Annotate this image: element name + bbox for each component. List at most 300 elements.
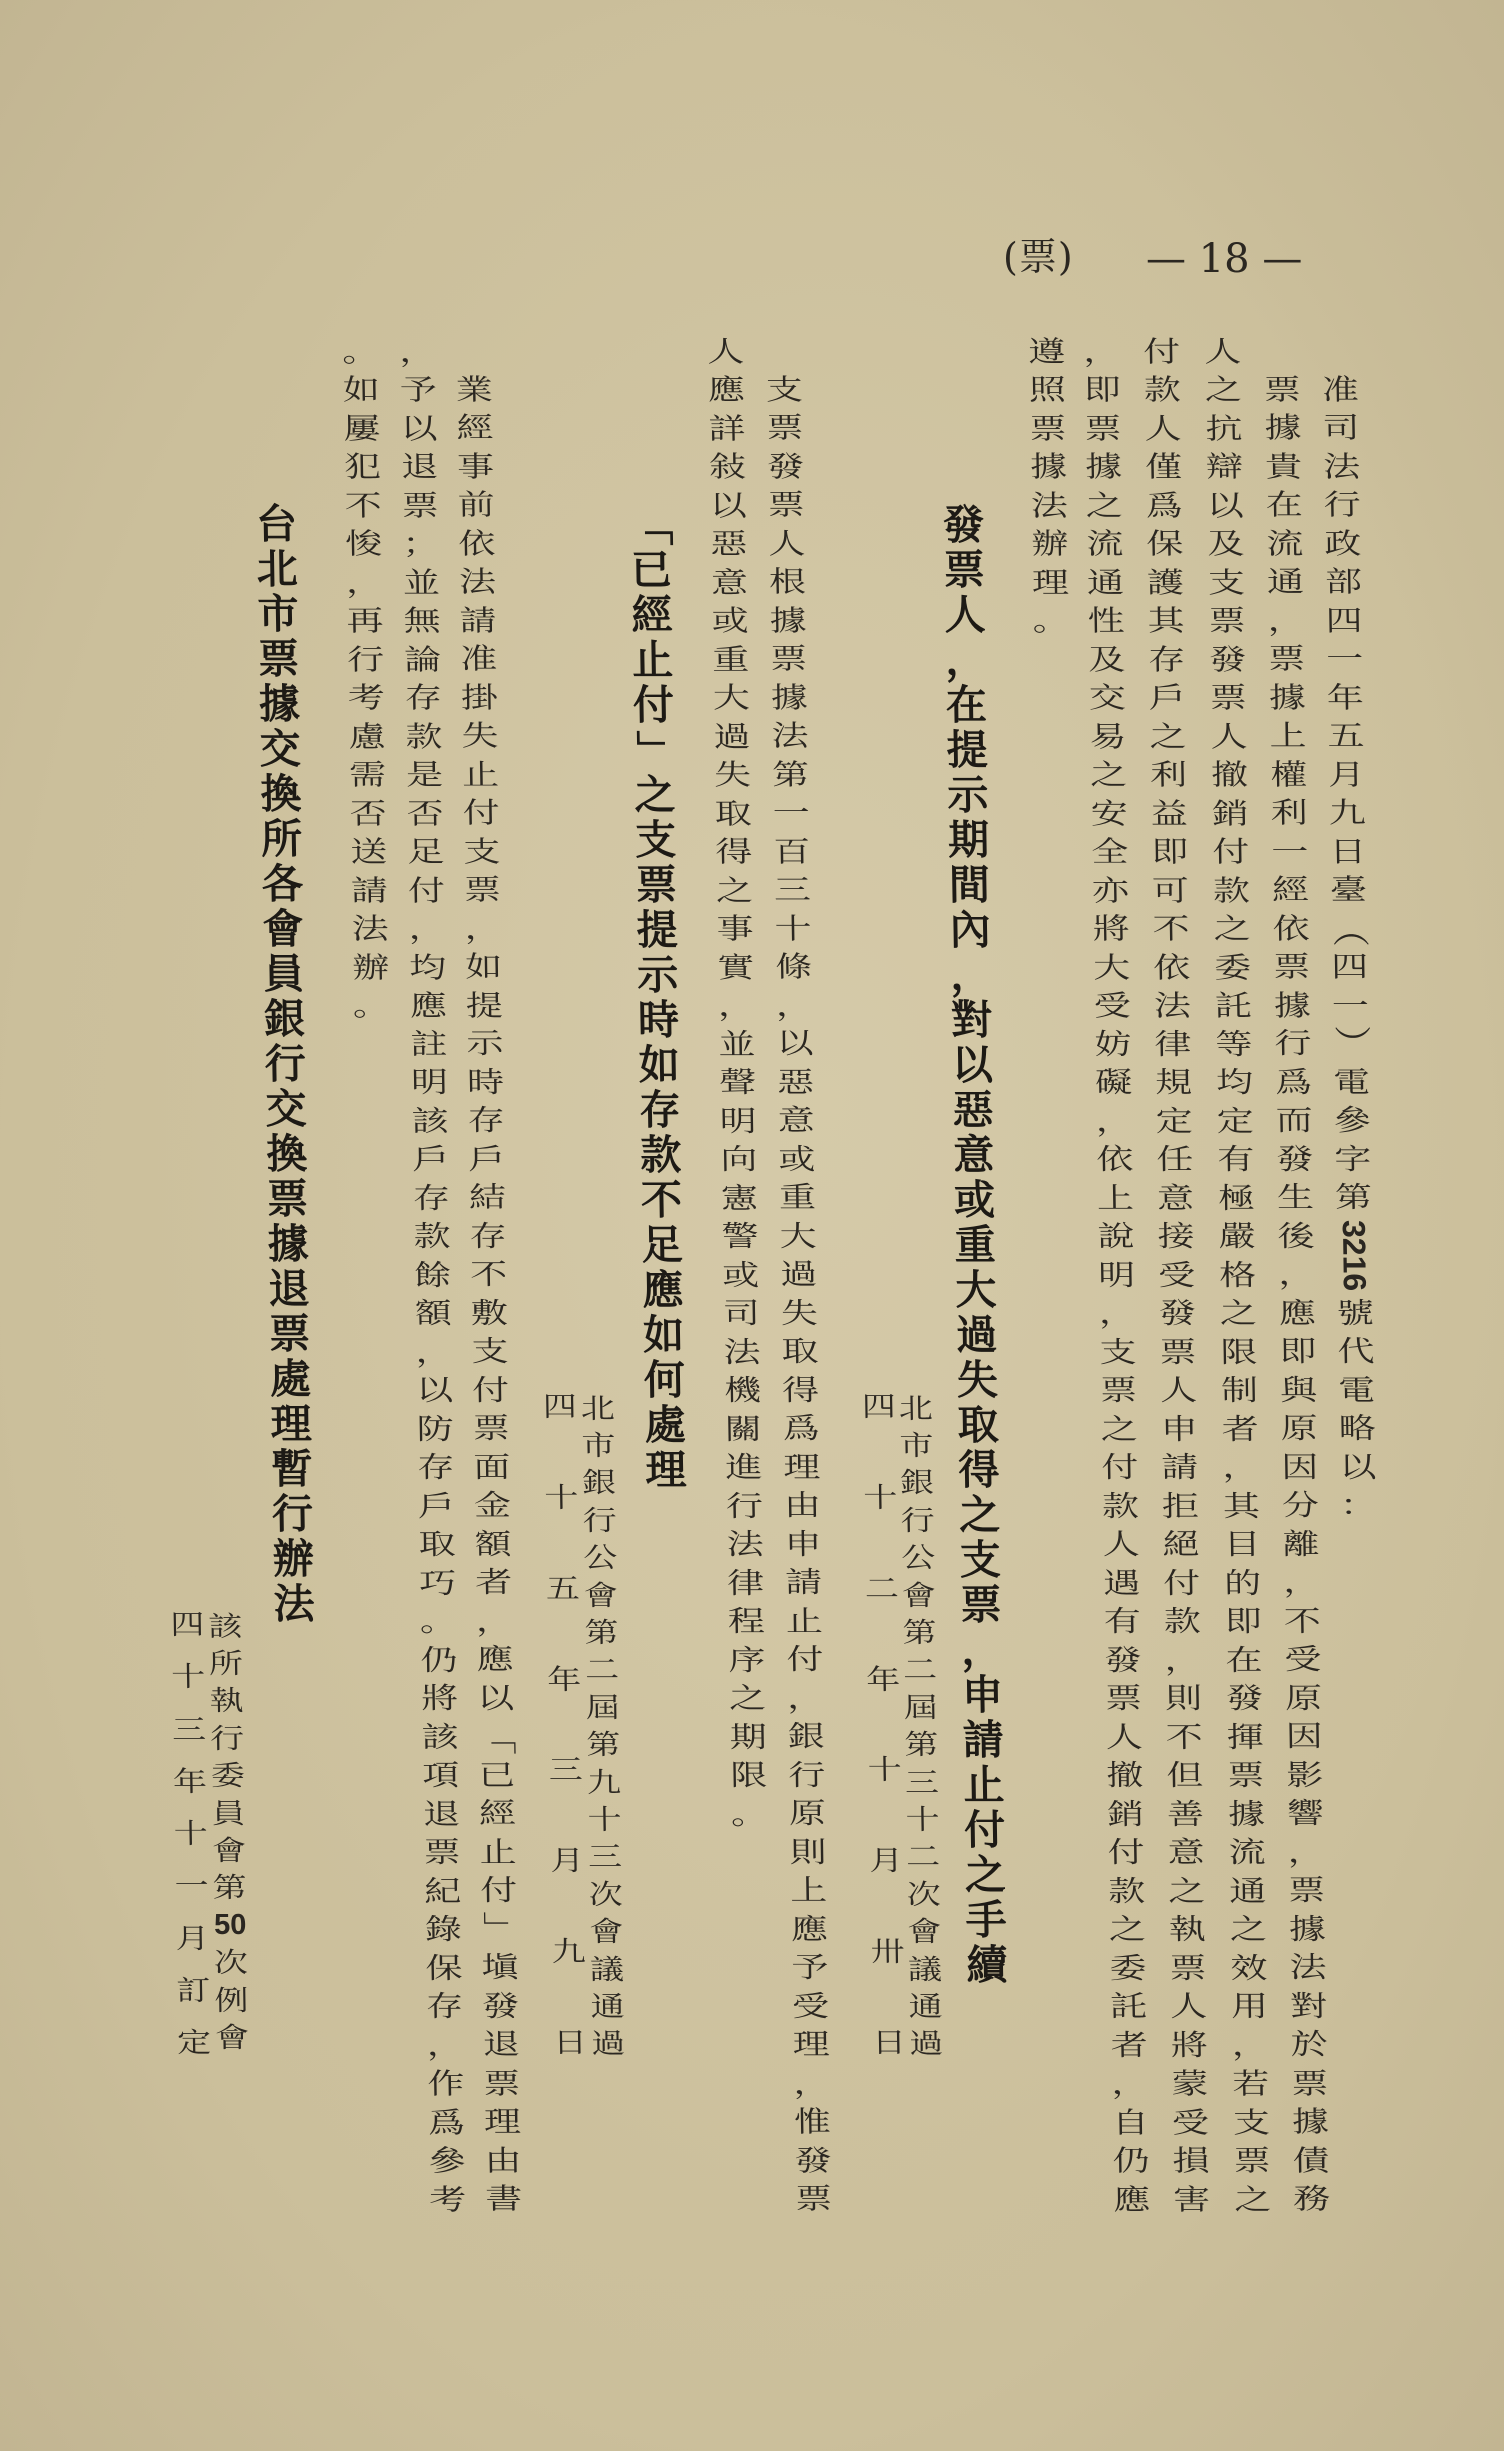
glyph-cell: 發 (794, 2143, 832, 2178)
glyph-cell: 明 (719, 1104, 757, 1139)
glyph-cell: 效 (1230, 1951, 1268, 1986)
glyph-cell: 將 (1170, 2028, 1208, 2063)
glyph-cell: 根 (768, 564, 807, 599)
glyph-cell: 付 (786, 1642, 824, 1677)
glyph-cell: 辦 (272, 1535, 315, 1583)
glyph-cell: 不 (640, 1176, 683, 1224)
glyph-cell: 以 (415, 1373, 454, 1408)
glyph-cell: 四 (542, 1390, 578, 1424)
glyph-cell: 二 (864, 1572, 900, 1606)
glyph-cell: 得 (957, 1446, 1000, 1494)
glyph-cell: ， (464, 911, 502, 946)
glyph-cell: 發 (1225, 1681, 1264, 1716)
glyph-cell: 託 (1214, 988, 1253, 1023)
glyph-cell: 僅 (1144, 449, 1183, 484)
glyph-cell: 二 (902, 1654, 938, 1687)
glyph-cell: 予 (399, 372, 438, 407)
glyph-cell: 護 (1146, 565, 1185, 600)
glyph-cell: 予 (791, 1950, 829, 1985)
glyph-cell: 十 (905, 1803, 940, 1837)
glyph-cell: 人 (1210, 719, 1248, 754)
glyph-cell: 者 (1221, 1412, 1259, 1447)
glyph-cell: 對 (950, 996, 993, 1044)
glyph-cell: 詳 (708, 411, 746, 446)
glyph-cell: 十 (170, 1660, 206, 1694)
glyph-cell: 第 (586, 1728, 621, 1762)
glyph-cell: 律 (726, 1566, 765, 1601)
glyph-cell: 格 (1218, 1258, 1257, 1293)
glyph-cell: 通 (590, 1990, 625, 2024)
glyph-cell: 有 (1217, 1142, 1255, 1177)
glyph-cell: 明 (410, 1065, 449, 1100)
glyph-cell: 銀 (263, 995, 306, 1043)
glyph-cell: 取 (781, 1334, 819, 1369)
glyph-cell: 已 (630, 546, 673, 594)
glyph-cell: 臺 (1329, 872, 1368, 907)
glyph-cell: 並 (718, 1027, 756, 1062)
glyph-cell: 付 (1107, 1835, 1145, 1870)
glyph-cell: 用 (1230, 1989, 1269, 2024)
glyph-cell: 作 (427, 2066, 465, 2101)
glyph-cell: 支 (1207, 565, 1246, 600)
glyph-cell: 票 (1272, 949, 1311, 984)
glyph-cell: 行 (264, 1040, 307, 1088)
glyph-cell: 嚴 (1218, 1219, 1256, 1254)
glyph-cell: 第 (904, 1728, 939, 1762)
glyph-cell: 。 (419, 1604, 458, 1639)
glyph-cell: 付 (462, 795, 500, 830)
glyph-cell: 取 (957, 1401, 1000, 1449)
citation-line (1316, 370, 1383, 1525)
glyph-cell: 撤 (1210, 757, 1249, 792)
glyph-cell: 錄 (424, 1912, 463, 1947)
glyph-cell: 惡 (710, 526, 748, 561)
glyph-cell: 間 (948, 861, 991, 909)
glyph-cell: 權 (1269, 757, 1308, 792)
glyph-cell: 依 (1096, 1142, 1134, 1177)
glyph-cell: 之 (1229, 1912, 1268, 1947)
glyph-cell: 否 (349, 796, 387, 831)
glyph-cell: 通 (1228, 1874, 1267, 1909)
glyph-cell: 與 (1279, 1373, 1318, 1408)
glyph-cell: 該 (411, 1104, 449, 1139)
glyph-cell: 以 (476, 1681, 515, 1716)
glyph-cell: 蒙 (1171, 2066, 1209, 2101)
glyph-cell: 時 (466, 1065, 505, 1100)
glyph-cell: 過 (779, 1257, 818, 1292)
glyph-cell: 程 (727, 1604, 766, 1639)
glyph-cell: 人 (1159, 1373, 1198, 1408)
glyph-cell: 將 (420, 1681, 459, 1716)
glyph-cell: 法 (458, 564, 497, 599)
glyph-cell: 通 (908, 1990, 943, 2024)
glyph-cell: 款 (1212, 873, 1251, 908)
glyph-cell: 之 (1149, 719, 1187, 754)
glyph-cell: 人 (768, 526, 806, 561)
glyph-cell: 所 (260, 815, 303, 863)
glyph-cell: 受 (1093, 988, 1132, 1023)
glyph-cell: 惟 (793, 2104, 832, 2139)
glyph-cell: 失 (956, 1356, 999, 1404)
glyph-cell: 略 (1338, 1412, 1376, 1446)
glyph-cell: 原 (1284, 1681, 1323, 1716)
glyph-cell: 說 (1097, 1219, 1135, 1254)
glyph-cell: 規 (1154, 1065, 1193, 1100)
glyph-cell: 即 (1279, 1334, 1317, 1369)
glyph-cell: 所 (208, 1647, 244, 1681)
glyph-cell: 悛 (345, 526, 383, 561)
glyph-cell: 票 (1233, 2143, 1271, 2178)
glyph-cell: 及 (1207, 526, 1245, 561)
glyph-cell: 支 (463, 834, 501, 869)
glyph-cell: 年 (546, 1663, 582, 1696)
glyph-cell: 額 (414, 1296, 453, 1331)
glyph-cell: 據 (267, 1220, 310, 1268)
glyph-cell: 損 (1172, 2143, 1210, 2178)
glyph-cell: 註 (410, 1027, 448, 1062)
glyph-cell: 之 (715, 873, 754, 908)
glyph-cell: 票 (1159, 1335, 1197, 1370)
glyph-cell: 以 (951, 1041, 994, 1089)
glyph-cell: 於 (1290, 2027, 1328, 2062)
glyph-cell: 若 (1232, 2066, 1270, 2101)
glyph-cell: 應 (707, 372, 746, 407)
glyph-cell: 訂 (176, 1974, 211, 2008)
glyph-cell: 據 (1273, 988, 1312, 1023)
glyph-cell: 處 (644, 1401, 687, 1449)
glyph-cell: 委 (1109, 1951, 1147, 1986)
glyph-cell: 期 (729, 1720, 767, 1755)
glyph-cell: 止 (631, 636, 674, 684)
glyph-cell: 處 (269, 1355, 312, 1403)
glyph-cell: 應 (790, 1912, 829, 1947)
glyph-cell: 第 (212, 1872, 247, 1905)
glyph-cell: 票 (1104, 1681, 1143, 1716)
glyph-cell: 受 (1157, 1258, 1196, 1293)
glyph-cell: 第 (584, 1616, 619, 1650)
glyph-cell: 三 (904, 1766, 940, 1799)
glyph-cell: 議 (907, 1953, 943, 1986)
section-tag: (票) (1003, 235, 1074, 279)
glyph-cell: 票 (943, 546, 986, 594)
glyph-cell: 司 (722, 1296, 761, 1331)
document-title (252, 502, 318, 1627)
glyph-cell: 爲 (427, 2105, 466, 2140)
glyph-cell: 法 (1153, 988, 1192, 1023)
glyph-cell: 或 (778, 1142, 816, 1177)
glyph-cell: 存 (417, 1450, 455, 1485)
glyph-cell: 過 (908, 2027, 944, 2061)
glyph-cell: 離 (1282, 1527, 1320, 1562)
glyph-cell: 上 (1269, 718, 1307, 753)
glyph-cell: 發 (1104, 1643, 1142, 1678)
glyph-cell: 接 (1157, 1219, 1195, 1254)
glyph-cell: 屆 (903, 1691, 938, 1725)
glyph-cell: 票 (266, 1175, 309, 1223)
glyph-cell: 流 (1086, 526, 1124, 561)
glyph-cell: 准 (1321, 372, 1360, 407)
glyph-cell: 台 (255, 500, 298, 548)
glyph-cell: 行 (209, 1722, 245, 1756)
glyph-cell: 貴 (1264, 449, 1303, 484)
glyph-cell: 人 (1169, 1989, 1208, 2024)
glyph-cell: 取 (714, 796, 752, 831)
glyph-cell: 票 (1263, 372, 1302, 407)
glyph-cell: 應 (642, 1266, 684, 1314)
glyph-cell: 應 (1112, 2182, 1151, 2217)
glyph-cell: 三 (548, 1753, 584, 1787)
glyph-cell: 銀 (899, 1467, 935, 1500)
glyph-cell: 銀 (787, 1719, 825, 1754)
glyph-cell: ， (960, 1626, 1003, 1674)
glyph-cell: 第 (1334, 1180, 1373, 1215)
glyph-cell: 次 (588, 1878, 624, 1912)
glyph-cell: 原 (1280, 1411, 1318, 1446)
glyph-cell: （ (1327, 909, 1371, 947)
glyph-cell: 條 (774, 949, 813, 984)
glyph-cell: 重 (711, 642, 750, 677)
glyph-cell: 辦 (351, 950, 390, 985)
glyph-cell: 何 (643, 1356, 686, 1404)
glyph-cell: 應 (409, 988, 448, 1023)
glyph-cell: 仍 (1112, 2143, 1150, 2178)
glyph-cell: 四 (861, 1390, 897, 1424)
glyph-cell: 票 (1208, 603, 1246, 638)
glyph-cell: 會 (907, 1915, 942, 1949)
glyph-cell: 十 (863, 1481, 898, 1515)
glyph-cell: ， (415, 1335, 453, 1370)
glyph-cell: 據 (1227, 1797, 1266, 1832)
glyph-cell: 前 (457, 487, 495, 522)
glyph-cell: 意 (710, 565, 749, 600)
glyph-cell: 電 (1337, 1373, 1376, 1408)
glyph-cell: 法 (771, 718, 809, 753)
glyph-cell: 會 (262, 905, 304, 953)
glyph-cell: 號 (1336, 1296, 1375, 1331)
glyph-cell: 務 (1292, 2181, 1331, 2216)
glyph-cell: 付 (1212, 834, 1250, 869)
glyph-cell: 理 (644, 1446, 687, 1494)
glyph-cell: 理 (792, 2027, 830, 2062)
glyph-cell: 票 (1084, 411, 1122, 446)
glyph-cell: 止 (461, 757, 500, 792)
glyph-cell: 款 (405, 719, 443, 754)
glyph-cell: 手 (965, 1896, 1008, 1944)
glyph-cell: 退 (482, 2027, 520, 2062)
glyph-cell: 業 (455, 372, 494, 407)
glyph-cell: 人 (1105, 1720, 1143, 1755)
glyph-cell: 意 (1167, 1835, 1205, 1870)
glyph-cell: 書 (484, 2181, 523, 2216)
glyph-cell: 支 (765, 372, 804, 407)
glyph-cell: 付 (963, 1806, 1006, 1854)
glyph-cell: 響 (1286, 1796, 1325, 1831)
glyph-cell: 請 (350, 873, 389, 908)
glyph-cell: 次 (906, 1878, 942, 1912)
glyph-cell: ； (402, 526, 440, 561)
glyph-cell: 發 (766, 449, 805, 484)
glyph-cell: 債 (1292, 2143, 1330, 2178)
glyph-cell: 一 (1325, 641, 1364, 676)
glyph-cell: 掛 (460, 680, 499, 715)
glyph-cell: ， (1277, 1257, 1316, 1292)
glyph-cell: 市 (257, 590, 299, 638)
glyph-cell: 行 (271, 1490, 314, 1538)
glyph-cell: 司 (1322, 410, 1360, 445)
glyph-cell: 據 (1288, 1912, 1327, 1947)
glyph-cell: 亦 (1091, 873, 1130, 908)
glyph-cell: ， (775, 988, 814, 1023)
glyph-cell: 惡 (952, 1086, 994, 1134)
glyph-cell: 據 (1268, 680, 1307, 715)
glyph-cell: 一 (1331, 988, 1370, 1023)
glyph-cell: 人 (944, 591, 986, 639)
glyph-cell: ， (944, 636, 987, 684)
glyph-cell: 存 (639, 1086, 681, 1134)
glyph-cell: ， (1267, 603, 1305, 638)
glyph-cell: 四 (170, 1608, 205, 1642)
glyph-cell: 行 (1274, 1026, 1312, 1061)
glyph-cell: 五 (545, 1572, 581, 1606)
glyph-cell: 重 (778, 1180, 817, 1215)
glyph-cell: 人 (1203, 334, 1242, 369)
approval-date (163, 1608, 218, 2060)
glyph-cell: 票 (766, 410, 804, 445)
glyph-cell: 機 (723, 1373, 762, 1408)
glyph-cell: 交 (1088, 680, 1127, 715)
glyph-cell: 全 (1091, 834, 1129, 869)
glyph-cell: 執 (209, 1685, 244, 1718)
glyph-cell: 大 (1092, 950, 1131, 985)
glyph-cell: 進 (725, 1450, 763, 1485)
glyph-cell: 之 (1233, 2182, 1272, 2217)
glyph-cell: 發 (1158, 1296, 1197, 1331)
glyph-cell: ， (1111, 2066, 1149, 2101)
glyph-cell: 敷 (470, 1296, 509, 1331)
glyph-cell: 支 (1099, 1335, 1137, 1370)
glyph-cell: 理 (270, 1400, 313, 1448)
glyph-cell: 大 (712, 680, 751, 715)
glyph-cell: 示 (466, 1026, 504, 1061)
glyph-cell: ， (1098, 1296, 1137, 1331)
glyph-cell: 即 (1224, 1604, 1263, 1639)
glyph-cell: 二 (905, 1840, 941, 1874)
glyph-cell: 仍 (420, 1643, 458, 1678)
glyph-cell: 紀 (423, 1874, 462, 1909)
body-line (336, 332, 395, 1025)
glyph-cell: 原 (788, 1796, 827, 1831)
glyph-cell: 第 (771, 757, 810, 792)
glyph-cell: ， (1082, 334, 1121, 369)
glyph-cell: 日 (871, 2026, 907, 2060)
glyph-cell: 聲 (718, 1065, 757, 1100)
glyph-cell: 項 (422, 1758, 460, 1793)
glyph-cell: 影 (1286, 1758, 1324, 1793)
glyph-cell: 因 (1281, 1450, 1319, 1485)
glyph-cell: 受 (791, 1989, 830, 2024)
glyph-cell: 北 (580, 1392, 616, 1426)
glyph-cell: 發 (1276, 1142, 1314, 1177)
glyph-cell: 退 (400, 449, 439, 484)
glyph-cell: 失 (713, 757, 752, 792)
glyph-cell: 據 (258, 680, 301, 728)
glyph-cell: 退 (422, 1797, 461, 1832)
glyph-cell: 該 (421, 1720, 459, 1755)
glyph-cell: 申 (784, 1527, 822, 1562)
glyph-cell: 四 (1330, 949, 1369, 984)
glyph-cell: 即 (1151, 834, 1189, 869)
glyph-cell: 金 (473, 1488, 512, 1523)
glyph-cell: 部 (1324, 564, 1363, 599)
glyph-cell: 得 (715, 834, 753, 869)
glyph-cell: 人 (706, 334, 745, 369)
glyph-cell: 經 (456, 410, 494, 445)
glyph-cell: 經 (1271, 872, 1310, 907)
glyph-cell: 依 (1152, 950, 1191, 985)
glyph-cell: 行 (900, 1504, 935, 1538)
glyph-cell: 存 (412, 1181, 451, 1216)
glyph-cell: 年 (1326, 680, 1365, 715)
glyph-cell: 准 (459, 641, 498, 676)
glyph-cell: 以 (776, 1026, 814, 1061)
glyph-cell: 辦 (1031, 526, 1069, 561)
glyph-cell: 餘 (413, 1258, 452, 1293)
glyph-cell: 善 (1166, 1797, 1205, 1832)
glyph-cell: 額 (474, 1527, 512, 1562)
glyph-cell: 並 (402, 565, 441, 600)
glyph-cell: 內 (949, 906, 991, 954)
glyph-cell: 50 (213, 1909, 247, 1942)
glyph-cell: 失 (461, 718, 499, 753)
glyph-cell: 該 (208, 1610, 243, 1644)
glyph-cell: 「 (626, 505, 676, 546)
glyph-cell: 九 (551, 1935, 586, 1969)
glyph-cell: 會 (583, 1579, 619, 1613)
glyph-cell: 不 (1283, 1604, 1322, 1639)
glyph-cell: 月 (549, 1844, 585, 1878)
glyph-cell: 面 (473, 1450, 511, 1485)
glyph-cell: 示 (636, 951, 679, 999)
glyph-cell: 法 (273, 1580, 315, 1628)
glyph-cell: 電 (1332, 1065, 1371, 1100)
glyph-cell: 送 (350, 834, 388, 869)
glyph-cell: 大 (955, 1266, 997, 1314)
glyph-cell: 員 (262, 950, 305, 998)
glyph-cell: 託 (1109, 1989, 1148, 2024)
glyph-cell: 法 (351, 911, 389, 946)
glyph-cell: 益 (1150, 796, 1188, 831)
glyph-cell: 受 (1284, 1642, 1322, 1677)
glyph-cell: 申 (961, 1671, 1004, 1719)
glyph-cell: ， (949, 951, 992, 999)
glyph-cell: 可 (1151, 873, 1190, 908)
glyph-cell: 考 (347, 680, 386, 715)
glyph-cell: 次 (213, 1946, 249, 1980)
glyph-cell: 經 (631, 591, 673, 639)
glyph-cell: 以 (400, 411, 438, 446)
glyph-cell: 卅 (870, 1935, 905, 1969)
glyph-cell: 通 (1086, 565, 1125, 600)
glyph-cell: 屆 (585, 1691, 620, 1725)
glyph-cell: ， (793, 2066, 831, 2101)
glyph-cell: 支 (471, 1334, 509, 1369)
glyph-cell: 。 (1032, 603, 1070, 638)
glyph-cell: 存 (425, 1989, 464, 2024)
glyph-cell: 票 (960, 1581, 1002, 1629)
glyph-cell: 在 (945, 681, 988, 729)
glyph-cell: 利 (1270, 795, 1308, 830)
glyph-cell: 行 (582, 1504, 617, 1538)
